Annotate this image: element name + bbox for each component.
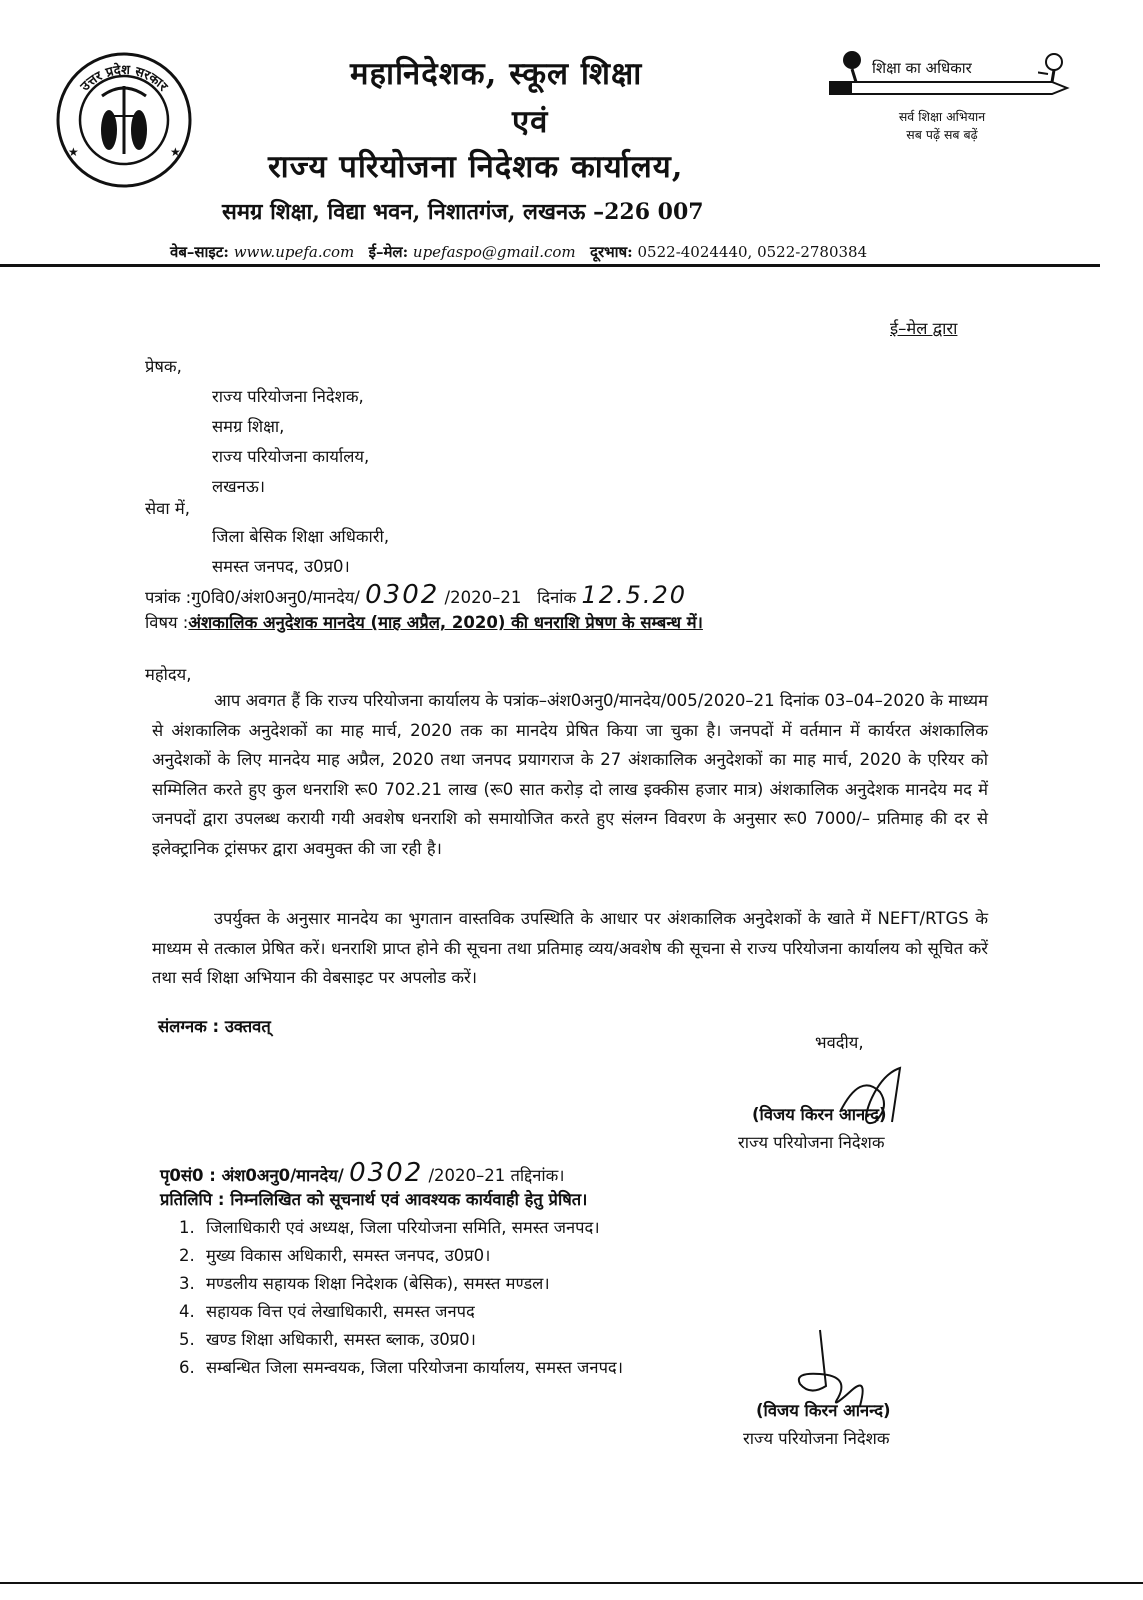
from-line: समग्र शिक्षा, — [212, 417, 285, 436]
ref-prefix: पत्रांक :गु0वि0/अंश0अनु0/मानदेय/ — [145, 588, 360, 607]
office-title-line1: महानिदेशक, स्कूल शिक्षा — [350, 56, 643, 92]
header-divider — [0, 264, 1100, 267]
contact-line — [170, 242, 867, 262]
ref-suffix: /2020–21 — [444, 588, 522, 607]
from-line: राज्य परियोजना निदेशक, — [212, 387, 364, 406]
date-handwritten: 12.5.20 — [581, 581, 688, 609]
website-label: वेब–साइट: — [170, 243, 229, 261]
email-link[interactable]: upefaspo@gmail.com — [412, 243, 576, 261]
from-line: राज्य परियोजना कार्यालय, — [212, 447, 370, 466]
body-paragraph-2: उपर्युक्त के अनुसार मानदेय का भुगतान वास्तविक उपस्थिति के आधार पर अंशकालिक अनुदेशकों के खाते में NEFT/RTGS के माध्यम से तत्काल प्रेषित करें। धनराशि प्राप्त होने की सूचना तथा प्रतिमाह व्यय/अवशेष की सूचना से राज्य परियोजना कार्यालय को सूचित करें तथा सर्व शिक्षा अभियान की वेबसाइट पर अपलोड करें। — [152, 909, 988, 987]
closing: भवदीय, — [815, 1033, 864, 1052]
signatory-title: राज्य परियोजना निदेशक — [738, 1133, 885, 1152]
body-paragraph-1: आप अवगत हैं कि राज्य परियोजना कार्यालय के पत्रांक–अंश0अनु0/मानदेय/005/2020–21 दिनांक 03–04–2020 के माध्यम से अंशकालिक अनुदेशकों का माह मार्च, 2020 तक का मानदेय प्रेषित किया जा चुका है। जनपदों में वर्तमान में कार्यरत अंशकालिक अनुदेशकों के लिए मानदेय माह अप्रैल, 2020 तथा जनपद प्रयागराज के 27 अंशकालिक अनुदेशकों का माह मार्च, 2020 के एरियर को सम्मिलित करते हुए कुल धनराशि रू0 702.21 लाख (रू0 सात करोड़ दो लाख इक्कीस हजार मात्र) अंशकालिक अनुदेशक मानदेय मद में जनपदों द्वारा उपलब्ध करायी गयी अवशेष धनराशि को समायोजित करते हुए संलग्न विवरण के अनुसार रू0 7000/– प्रतिमाह की दर से इलेक्ट्रानिक ट्रांसफर द्वारा अवमुक्त की जा रही है। — [152, 691, 988, 858]
email-label: ई–मेल: — [368, 243, 409, 261]
subject-text: अंशकालिक अनुदेशक मानदेय (माह अप्रैल, 2020) की धनराशि प्रेषण के सम्बन्ध में। — [188, 613, 703, 632]
from-line: लखनऊ। — [212, 477, 266, 496]
office-address: समग्र शिक्षा, विद्या भवन, निशातगंज, लखनऊ –226 007 — [222, 199, 704, 225]
subject-line — [145, 608, 703, 638]
copy-list — [170, 1214, 623, 1382]
via-email: ई–मेल द्वारा — [890, 319, 958, 338]
to-block — [212, 522, 389, 582]
salutation: महोदय, — [145, 665, 192, 684]
ssa-line2: सब पढ़ें सब बढ़ें — [906, 127, 978, 142]
copy-list-item: 4. सहायक वित्त एवं लेखाधिकारी, समस्त जनपद — [200, 1298, 623, 1326]
office-title-line3: राज्य परियोजना निदेशक कार्यालय, — [268, 149, 684, 185]
copy-ref-suffix: /2020–21 तद्दिनांक। — [428, 1166, 565, 1185]
from-block — [212, 382, 369, 502]
svg-text:★: ★ — [68, 145, 79, 159]
bottom-border — [0, 1582, 1143, 1584]
copy-list-item: 5. खण्ड शिक्षा अधिकारी, समस्त ब्लाक, उ0प्र0। — [200, 1326, 623, 1354]
phone-label: दूरभाष: — [589, 243, 633, 261]
to-line: समस्त जनपद, उ0प्र0। — [212, 557, 350, 576]
copy-list-item: 3. मण्डलीय सहायक शिक्षा निदेशक (बेसिक), समस्त मण्डल। — [200, 1270, 623, 1298]
up-government-emblem — [54, 50, 194, 190]
svg-text:★: ★ — [170, 145, 181, 159]
ssa-line1: सर्व शिक्षा अभियान — [898, 109, 986, 124]
ssa-label: शिक्षा का अधिकार — [872, 59, 972, 77]
enclosure: संलग्नक : उक्तवत् — [158, 1017, 271, 1036]
copy-ref-number-handwritten: 0302 — [349, 1158, 424, 1188]
date-label: दिनांक — [537, 588, 577, 607]
copy-list-item: 2. मुख्य विकास अधिकारी, समस्त जनपद, उ0प्र0। — [200, 1242, 623, 1270]
copy-signatory-title: राज्य परियोजना निदेशक — [743, 1429, 890, 1448]
copy-list-item: 6. सम्बन्धित जिला समन्वयक, जिला परियोजना कार्यालय, समस्त जनपद। — [200, 1354, 623, 1382]
copy-list-item: 1. जिलाधिकारी एवं अध्यक्ष, जिला परियोजना समिति, समस्त जनपद। — [200, 1214, 623, 1242]
to-line: जिला बेसिक शिक्षा अधिकारी, — [212, 527, 390, 546]
ref-number-handwritten: 0302 — [365, 580, 440, 610]
copy-heading: प्रतिलिपि : निम्नलिखित को सूचनार्थ एवं आवश्यक कार्यवाही हेतु प्रेषित। — [160, 1190, 588, 1209]
from-label: प्रेषक, — [145, 357, 182, 376]
copy-signatory-name: (विजय किरन आनन्द) — [756, 1401, 891, 1420]
signatory-name: (विजय किरन आनन्द) — [752, 1105, 887, 1124]
sarva-shiksha-abhiyan-logo — [822, 42, 1092, 152]
office-title-line2: एवं — [512, 104, 549, 140]
subject-label: विषय : — [145, 613, 189, 632]
phone-numbers: 0522-4024440, 0522-2780384 — [637, 243, 868, 261]
website-link[interactable]: www.upefa.com — [233, 243, 355, 261]
emblem-text: उत्तर प्रदेश सरकार — [77, 62, 171, 95]
copy-ref-prefix: पृ0सं0 : अंश0अनु0/मानदेय/ — [160, 1166, 344, 1185]
to-label: सेवा में, — [145, 499, 190, 518]
